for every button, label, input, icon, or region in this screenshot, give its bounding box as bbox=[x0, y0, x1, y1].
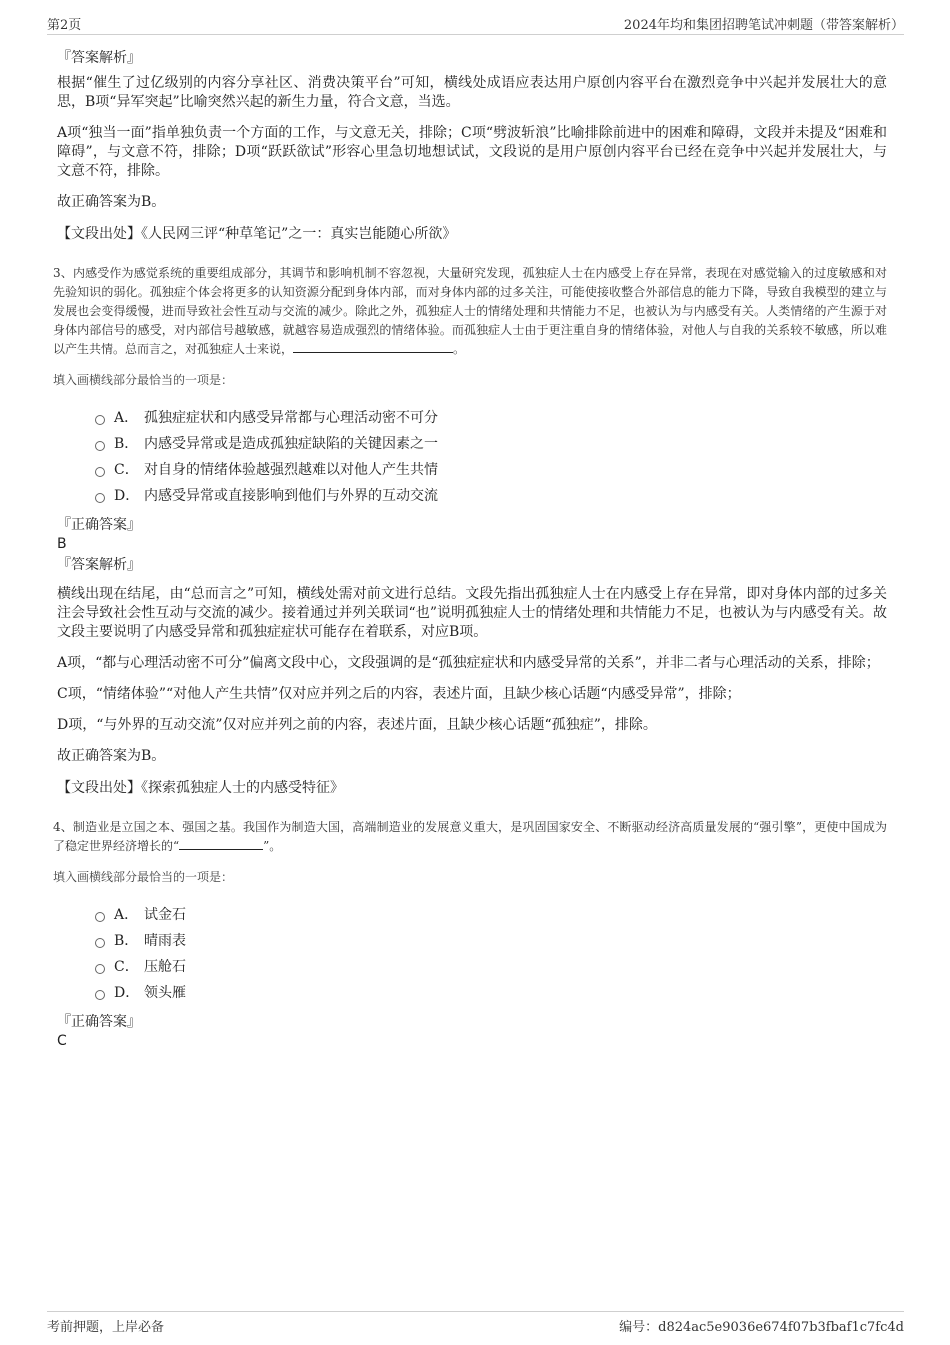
option-key: C． bbox=[114, 959, 139, 975]
q4-options bbox=[95, 902, 887, 1006]
q4-prompt: 填入画横线部分最恰当的一项是： bbox=[53, 870, 234, 884]
option-text: 领头雁 bbox=[144, 985, 186, 1001]
option-key: D． bbox=[114, 985, 140, 1001]
q2-analysis-paragraph: 故正确答案为B。 bbox=[57, 194, 166, 210]
option-key: B． bbox=[114, 933, 139, 949]
q3-analysis-label: 『答案解析』 bbox=[57, 557, 141, 573]
q3-analysis-paragraph: C项，“情绪体验”“对他人产生共情”仅对应并列之后的内容，表述片面，且缺少核心话题“内感受异常”，排除； bbox=[57, 686, 741, 702]
radio-icon[interactable] bbox=[95, 990, 105, 1000]
q4-option-c[interactable] bbox=[95, 954, 887, 980]
option-key: B． bbox=[114, 436, 139, 452]
q4-question bbox=[53, 818, 887, 856]
q3-question-text: 3、内感受作为感觉系统的重要组成部分，其调节和影响机制不容忽视，大量研究发现，孤独症人士在内感受上存在异常，表现在对感觉输入的过度敏感和对先验知识的弱化。孤独症个体会将更多的认知资源分配到身体内部，而对身体内部的过多关注，可能使接收整合外部信息的能力下降，导致自我模型的建立与发展也会变得缓慢，进而导致社会性互动与交流的减少。除此之外，孤独症人士的情绪处理和共情能力不足，也被认为与内感受有关。人类情绪的产生源于对身体内部信号的感受，对内部信号越敏感，就越容易造成强烈的情绪体验。而孤独症人士由于更注重自身的情绪体验，对他人与自我的关系较不敏感，所以难以产生共情。总而言之，对孤独症人士来说， bbox=[53, 266, 887, 356]
option-text: 内感受异常或是造成孤独症缺陷的关键因素之一 bbox=[144, 436, 438, 452]
page-number: 第2页 bbox=[47, 18, 82, 33]
q3-blank bbox=[293, 342, 453, 353]
radio-icon[interactable] bbox=[95, 441, 105, 451]
radio-icon[interactable] bbox=[95, 467, 105, 477]
q3-option-a[interactable] bbox=[95, 405, 887, 431]
q2-analysis-paragraph: A项“独当一面”指单独负责一个方面的工作，与文意无关，排除；C项“劈波斩浪”比喻排除前进中的困难和障碍，文段并未提及“困难和障碍”，与文意不符，排除；D项“跃跃欲试”形容心里急切地想试试，文段说的是用户原创内容平台已经在竞争中兴起并发展壮大，与文意不符，排除。 bbox=[57, 125, 887, 179]
q4-answer-label: 『正确答案』 bbox=[57, 1014, 141, 1030]
q3-analysis-paragraph: 横线出现在结尾，由“总而言之”可知，横线处需对前文进行总结。文段先指出孤独症人士在内感受上存在异常，即对身体内部的过多关注会导致社会性互动与交流的减少。接着通过并列关联词“也”说明孤独症人士的情绪处理和共情能力不足，也被认为与内感受有关。故文段主要说明了内感受异常和孤独症症状可能存在着联系，对应B项。 bbox=[57, 586, 887, 640]
option-key: A． bbox=[114, 410, 139, 426]
radio-icon[interactable] bbox=[95, 938, 105, 948]
q3-source: 【文段出处】《探索孤独症人士的内感受特征》 bbox=[57, 780, 344, 796]
q3-analysis-paragraph: A项，“都与心理活动密不可分”偏离文段中心，文段强调的是“孤独症症状和内感受异常的关系”，并非二者与心理活动的关系，排除； bbox=[57, 655, 880, 671]
footer-slogan: 考前押题，上岸必备 bbox=[47, 1320, 165, 1335]
radio-icon[interactable] bbox=[95, 415, 105, 425]
q4-option-d[interactable] bbox=[95, 980, 887, 1006]
radio-icon[interactable] bbox=[95, 493, 105, 503]
radio-icon[interactable] bbox=[95, 964, 105, 974]
option-text: 晴雨表 bbox=[144, 933, 186, 949]
q3-prompt: 填入画横线部分最恰当的一项是： bbox=[53, 373, 234, 387]
q4-option-b[interactable] bbox=[95, 928, 887, 954]
document-title: 2024年均和集团招聘笔试冲刺题（带答案解析） bbox=[623, 18, 904, 33]
page-footer bbox=[47, 1311, 904, 1334]
q4-question-text: 4、制造业是立国之本、强国之基。我国作为制造大国，高端制造业的发展意义重大，是巩固国家安全、不断驱动经济高质量发展的“强引擎”，更使中国成为了稳定世界经济增长的“ bbox=[53, 820, 887, 853]
q3-analysis-paragraph: 故正确答案为B。 bbox=[57, 748, 166, 764]
document-id: 编号：d824ac5e9036e674f07b3fbaf1c7fc4d bbox=[619, 1320, 904, 1335]
q3-option-c[interactable] bbox=[95, 457, 887, 483]
q4-option-a[interactable] bbox=[95, 902, 887, 928]
page-content bbox=[53, 40, 887, 1052]
q2-source: 【文段出处】《人民网三评“种草笔记”之一：真实岂能随心所欲》 bbox=[57, 226, 457, 242]
q3-analysis-paragraph: D项，“与外界的互动交流”仅对应并列之前的内容，表述片面，且缺少核心话题“孤独症”，排除。 bbox=[57, 717, 657, 733]
option-key: A． bbox=[114, 907, 139, 923]
q3-option-d[interactable] bbox=[95, 483, 887, 509]
q3-options bbox=[95, 405, 887, 509]
option-key: C． bbox=[114, 462, 139, 478]
page-header bbox=[47, 12, 904, 35]
q3-question bbox=[53, 264, 887, 359]
radio-icon[interactable] bbox=[95, 912, 105, 922]
q3-question-end: 。 bbox=[453, 342, 466, 356]
q4-answer: C bbox=[57, 1033, 67, 1049]
option-text: 孤独症症状和内感受异常都与心理活动密不可分 bbox=[144, 410, 438, 426]
option-text: 压舱石 bbox=[144, 959, 186, 975]
option-text: 内感受异常或直接影响到他们与外界的互动交流 bbox=[144, 488, 438, 504]
q2-analysis-paragraph: 根据“催生了过亿级别的内容分享社区、消费决策平台”可知，横线处成语应表达用户原创内容平台在激烈竞争中兴起并发展壮大的意思，B项“异军突起”比喻突然兴起的新生力量，符合文意，当选。 bbox=[57, 75, 887, 110]
option-key: D． bbox=[114, 488, 140, 504]
q4-blank bbox=[179, 839, 263, 850]
option-text: 对自身的情绪体验越强烈越难以对他人产生共情 bbox=[144, 462, 438, 478]
q3-answer-label: 『正确答案』 bbox=[57, 517, 141, 533]
q2-analysis-label: 『答案解析』 bbox=[57, 50, 141, 66]
q3-option-b[interactable] bbox=[95, 431, 887, 457]
option-text: 试金石 bbox=[144, 907, 186, 923]
q3-answer: B bbox=[57, 536, 67, 552]
q4-question-end: ”。 bbox=[263, 839, 282, 853]
